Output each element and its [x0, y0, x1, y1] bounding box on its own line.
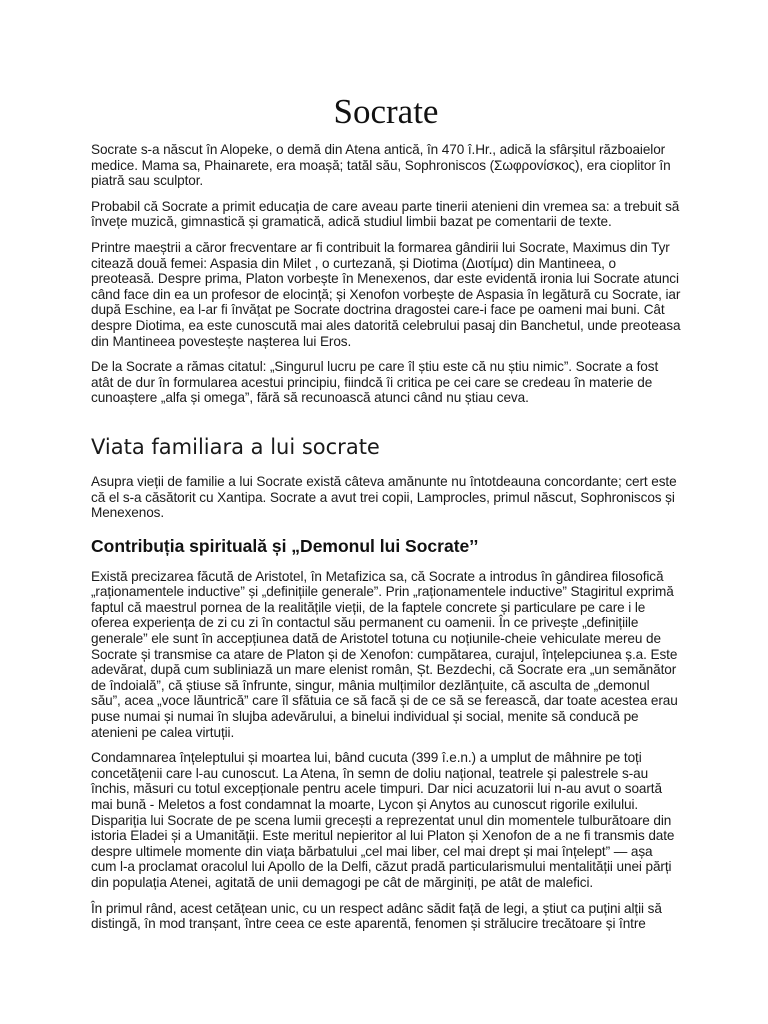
paragraph-education: Probabil că Socrate a primit educația de care aveau parte tinerii atenieni din vremea sa: a trebuit să învețe muzică, gimnastică și gramatică, adică studiul limbii bazat pe comentarii de texte.: [91, 198, 680, 230]
paragraph-condemnation: Condamnarea înțeleptului și moartea lui, bând cucuta (399 î.e.n.) a umplut de mâhnire pe toți concetățenii care l-au cunoscut. La Atena, în semn de doliu național, teatrele și palestrele s-au închis, măsuri cu totul excepționale pentru acele timpuri. Dar nici acuzatorii lui n-au avut o soartă mai bună - Meletos a fost condamnat la moarte, Lycon și Anytos au cunoscut rigorile exilului. Dispariția lui Socrate de pe scena lumii grecești a reprezentat unul din momentele tulburătoare din istoria Eladei și a Umanității. Este meritul nepieritor al lui Platon și Xenofon de a ne fi transmis date despre ultimele momente din viața bărbatului „cel mai liber, cel mai drept și mai înțelept” — așa cum l-a proclamat oracolul lui Apollo de la Delfi, căzut pradă particularismului mentalității unei părți din populația Atenei, agitată de unii demagogi pe cât de mărginiți, pe atât de malefici.: [91, 750, 675, 890]
paragraph-citizen: În primul rând, acest cetățean unic, cu un respect adânc sădit față de legi, a știut ca puțini alții să distingă, în mod tranșant, între ceea ce este aparentă, fenomen și strălucire trecătoare și între: [91, 900, 662, 932]
section-heading-contribution: Contribuția spirituală și „Demonul lui Socrate’’: [91, 535, 479, 556]
paragraph-family: Asupra vieții de familie a lui Socrate există câteva amănunte nu întotdeauna concordante; cert este că el s-a căsătorit cu Xantipa. Socrate a avut trei copii, Lamprocles, primul născut, Sophroniscos și Menexenos.: [91, 473, 677, 521]
document-body: [91, 92, 681, 942]
paragraph-contribution: Există precizarea făcută de Aristotel, în Metafizica sa, că Socrate a introdus în gândirea filosofică „raționamentele inductive” și „definițiile generale”. Prin „raționamentele inductive” Stagiritul exprimă faptul că maestrul pornea de la realitățile vieții, de la faptele concrete și particulare pe care i le oferea experiența de zi cu zi în contactul său permanent cu oamenii. În ce privește „definițiile generale” ele sunt în accepțiunea dată de Aristotel totuna cu noțiunile-cheie vehiculate mereu de Socrate și transmise ca atare de Platon și de Xenofon: cumpătarea, curajul, înțelepciunea ș.a. Este adevărat, după cum subliniază un mare elenist român, Șt. Bezdechi, că Socrate era „un semănător de îndoială”, că știuse să înfrunte, singur, mânia mulțimilor dezlănțuite, că asculta de „demonul său”, acea „voce lăuntrică” care îl sfătuia ce să facă și de ce să se ferească, dar toate acestea erau puse numai și numai în slujba adevărului, a binelui individual și social, menite să conducă pe atenieni pe calea virtuții.: [91, 568, 678, 740]
paragraph-quote: De la Socrate a rămas citatul: „Singurul lucru pe care îl știu este că nu știu nimic”. Socrate a fost atât de dur în formularea acestui principiu, fiindcă îi critica pe cei care se credeau în materie de cunoaștere „alfa și omega”, fără să recunoască atunci când nu știau ceva.: [91, 359, 659, 406]
section-heading-family: Viata familiara a lui socrate: [91, 434, 380, 459]
paragraph-birth: Socrate s-a născut în Alopeke, o demă din Atena antică, în 470 î.Hr., adică la sfârșitul războaielor medice. Mama sa, Phainarete, era moașă; tatăl său, Sophroniscos (Σωφρονίσκος), era cioplitor în piatră sau sculptor.: [91, 142, 671, 189]
paragraph-teachers: Printre maeștrii a căror frecventare ar fi contribuit la formarea gândirii lui Socrate, Maximus din Tyr citează două femei: Aspasia din Milet , o curtezană, și Diotima (Διοτίμα) din Mantineea, o preoteasă. Despre prima, Platon vorbește în Menexenos, dar este evidentă ironia lui Socrate atunci când face din ea un profesor de elocință; și Xenofon vorbește de Aspasia în legătură cu Socrate, iar după Eschine, ea l-ar fi învățat pe Socrate doctrina dragostei care-i face pe oameni mai buni. Cât despre Diotima, ea este cunoscută mai ales datorită celebrului pasaj din Banchetul, unde preoteasa din Mantineea povestește nașterea lui Eros.: [91, 239, 681, 349]
page-title: Socrate: [333, 92, 439, 131]
